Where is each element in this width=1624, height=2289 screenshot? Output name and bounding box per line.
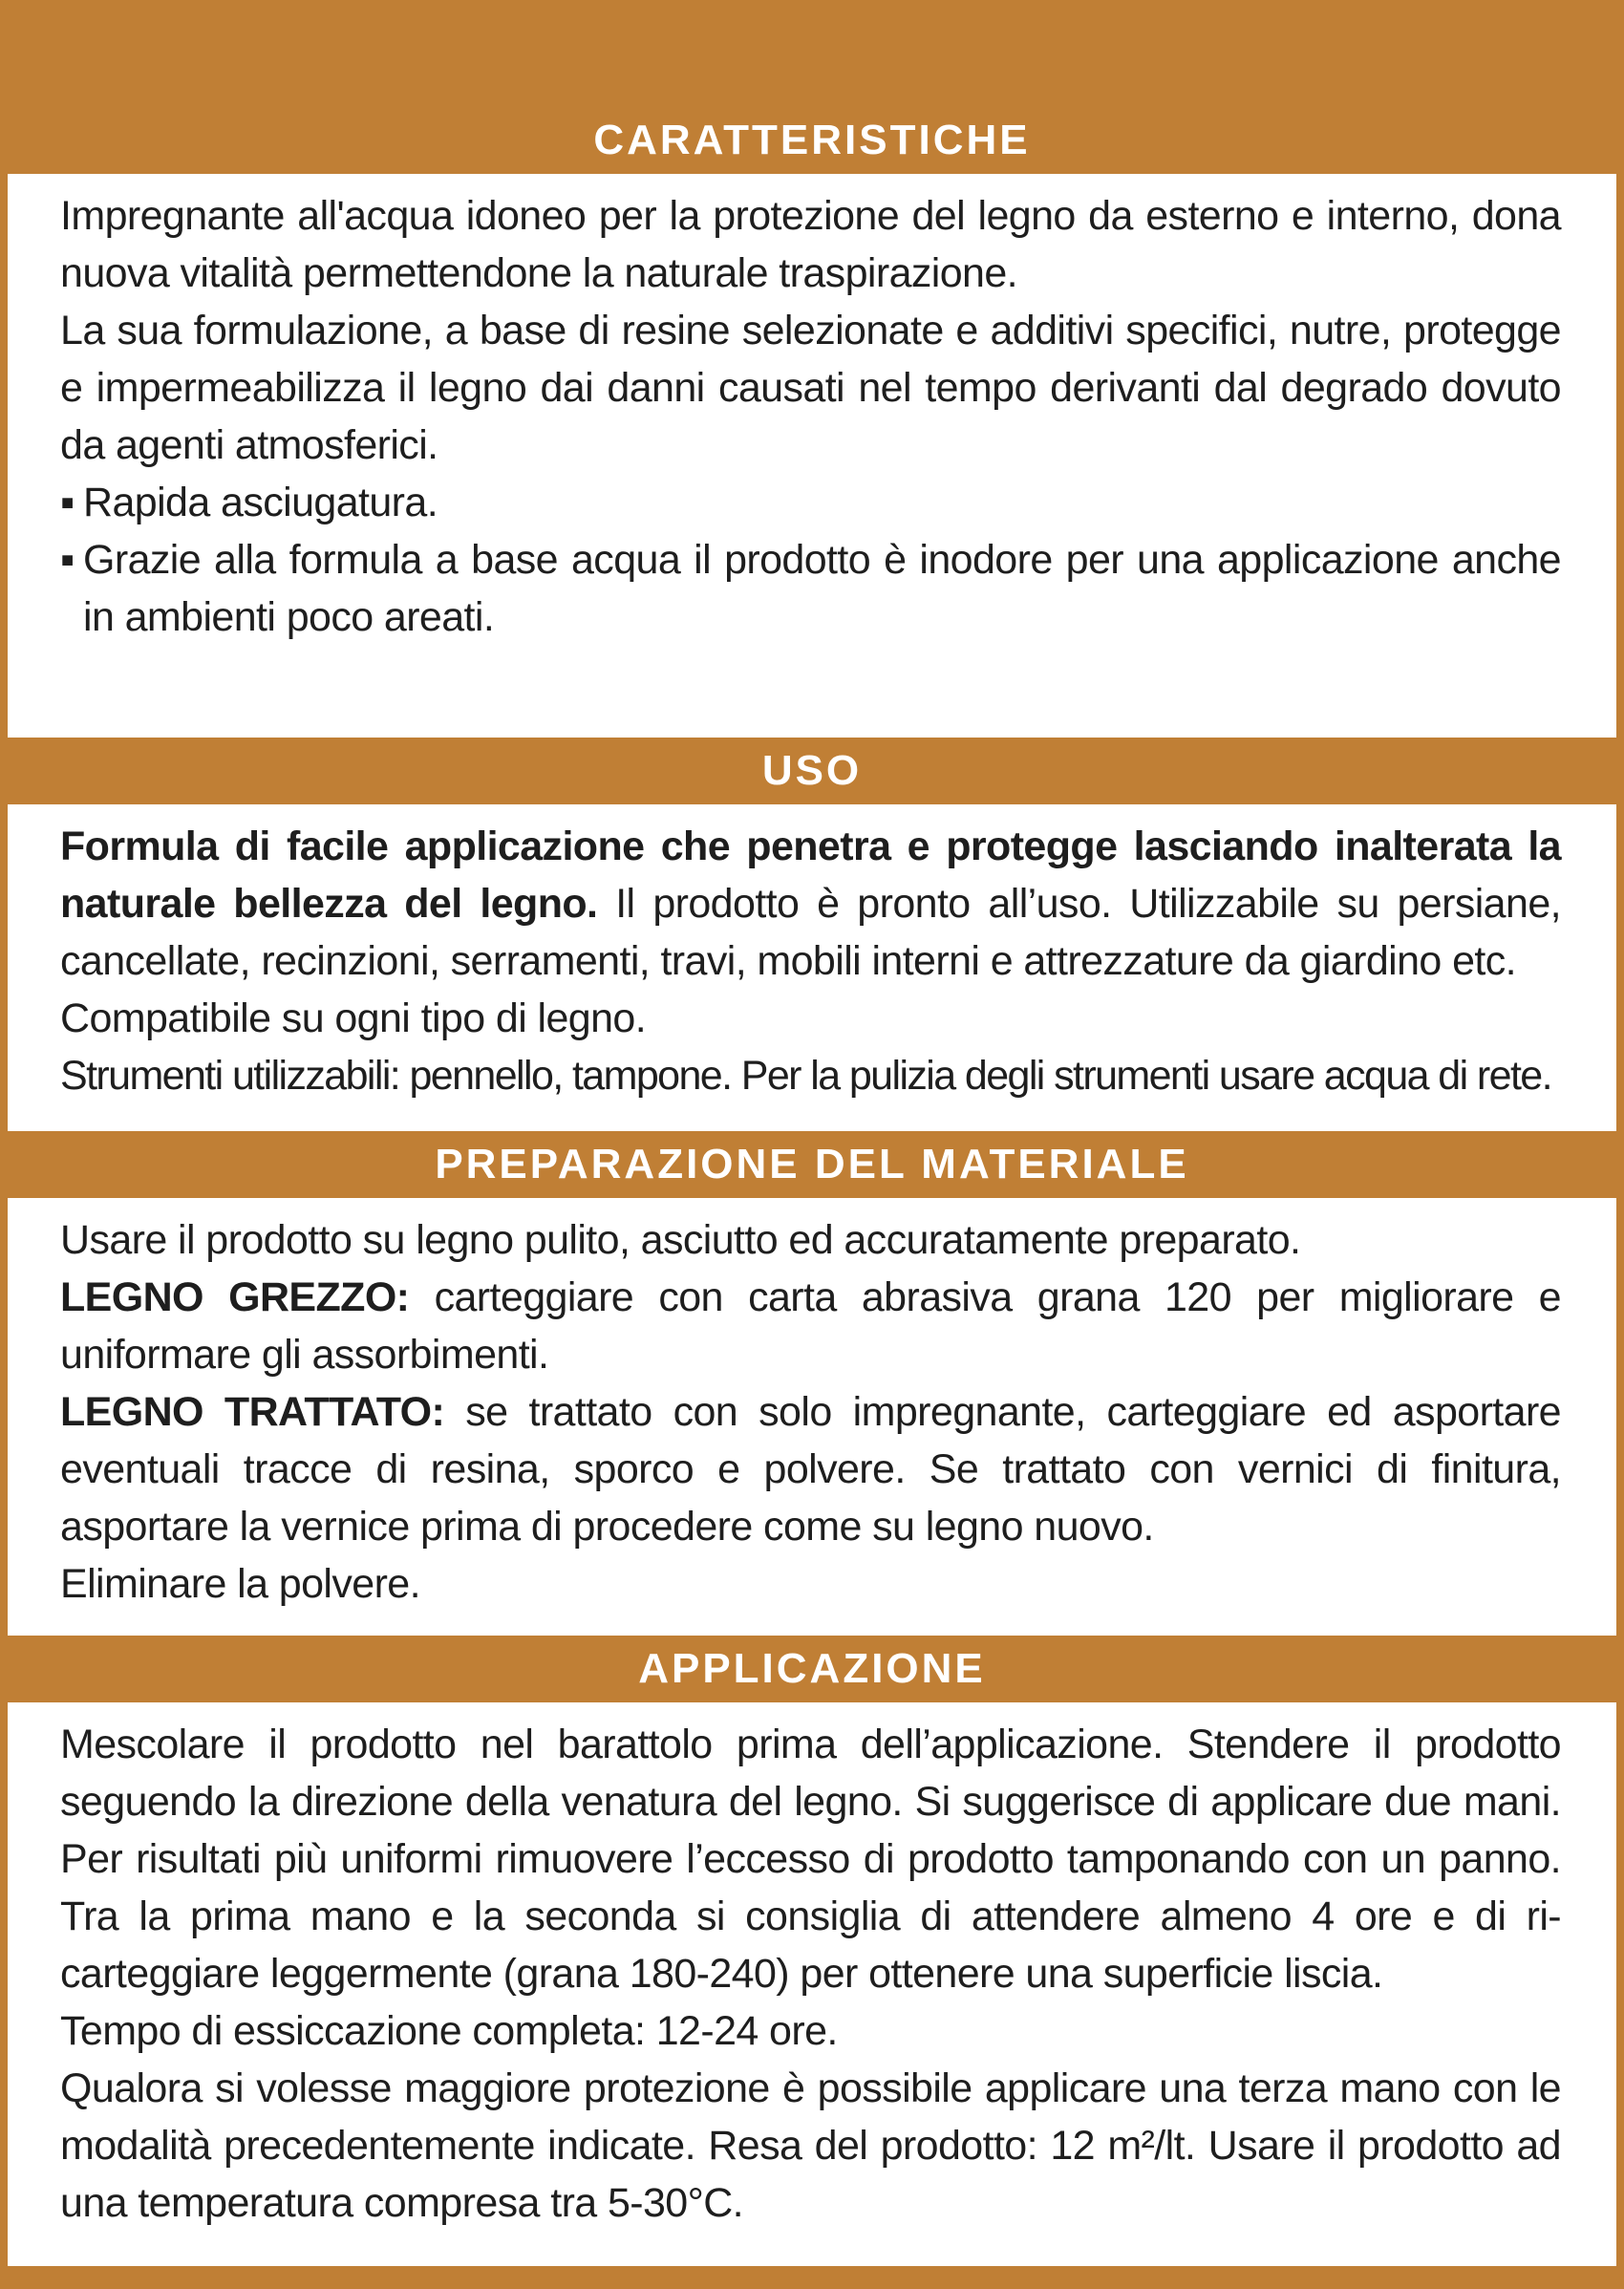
- section-header-preparazione: PREPARAZIONE DEL MATERIALE: [435, 1141, 1189, 1187]
- preparazione-paragraph-2: [60, 1269, 1561, 1383]
- section-body-preparazione: [8, 1198, 1616, 1636]
- section-body-uso: [8, 804, 1616, 1131]
- bullet-text: Rapida asciugatura.: [83, 480, 438, 525]
- uso-paragraph-2: Compatibile su ogni tipo di legno.: [60, 995, 647, 1041]
- bullet-text: Grazie alla formula a base acqua il prodotto è inodore per una applicazione anche in ambienti poco areati.: [83, 537, 1561, 640]
- legno-grezzo-text: carteggiare con carta abrasiva grana 120 per migliorare e uniformare gli assorbimenti.: [60, 1274, 1561, 1378]
- applicazione-paragraph-3: Qualora si volesse maggiore protezione è possibile applicare una terza mano con le modalità precedentemente indicate. Resa del prodotto: 12 m²/lt. Usare il prodotto ad una temperatura compresa tra 5-30°C.: [60, 2065, 1561, 2226]
- preparazione-paragraph-1: Usare il prodotto su legno pulito, asciutto ed accuratamente preparato.: [60, 1217, 1301, 1263]
- uso-paragraph-3: Strumenti utilizzabili: pennello, tampone. Per la pulizia degli strumenti usare acqua di rete.: [60, 1053, 1551, 1099]
- bullet-marker: ▪: [60, 537, 75, 583]
- section-body-caratteristiche: [8, 174, 1616, 738]
- preparazione-paragraph-3: [60, 1383, 1561, 1555]
- applicazione-paragraph-1: Mescolare il prodotto nel barattolo prima dell’applicazione. Stendere il prodotto seguendo la direzione della venatura del legno. Si suggerisce di applicare due mani. Per risultati più uniformi rimuovere l’eccesso di prodotto tamponando con un panno. Tra la prima mano e la seconda si consiglia di attendere almeno 4 ore e di ri-carteggiare leggermente (grana 180-240) per ottenere una superficie liscia.: [60, 1722, 1561, 1997]
- section-body-applicazione: [8, 1702, 1616, 2266]
- bottom-band: [8, 2266, 1616, 2289]
- uso-paragraph-1: [60, 818, 1561, 990]
- top-band: [8, 0, 1616, 107]
- legno-grezzo-label: LEGNO GREZZO:: [60, 1274, 410, 1320]
- bullet-item: [60, 474, 1561, 531]
- caratteristiche-paragraph-2: La sua formulazione, a base di resine selezionate e additivi specifici, nutre, protegge e impermeabilizza il legno dai danni causati nel tempo derivanti dal degrado dovuto da agenti atmosferici.: [60, 308, 1561, 468]
- section-header-caratteristiche: CARATTERISTICHE: [593, 117, 1031, 163]
- legno-trattato-label: LEGNO TRATTATO:: [60, 1389, 445, 1435]
- uso-bold-intro: Formula di facile applicazione che penetra e protegge lasciando inalterata la naturale bellezza del legno.: [60, 824, 1561, 927]
- bullet-item: [60, 531, 1561, 646]
- uso-paragraph-1-rest: Il prodotto è pronto all’uso. Utilizzabile su persiane, cancellate, recinzioni, serramenti, travi, mobili interni e attrezzature da giardino etc.: [60, 881, 1561, 984]
- legno-trattato-text: se trattato con solo impregnante, carteggiare ed asportare eventuali tracce di resina, sporco e polvere. Se trattato con vernici di finitura, asportare la vernice prima di procedere come su legno nuovo.: [60, 1389, 1561, 1550]
- applicazione-paragraph-2: Tempo di essiccazione completa: 12-24 ore.: [60, 2008, 838, 2054]
- section-header-applicazione: APPLICAZIONE: [638, 1645, 986, 1692]
- bullet-marker: ▪: [60, 480, 75, 525]
- preparazione-paragraph-4: Eliminare la polvere.: [60, 1561, 420, 1607]
- section-header-uso: USO: [761, 747, 863, 794]
- caratteristiche-paragraph-1: Impregnante all'acqua idoneo per la protezione del legno da esterno e interno, dona nuova vitalità permettendone la naturale traspirazione.: [60, 193, 1561, 296]
